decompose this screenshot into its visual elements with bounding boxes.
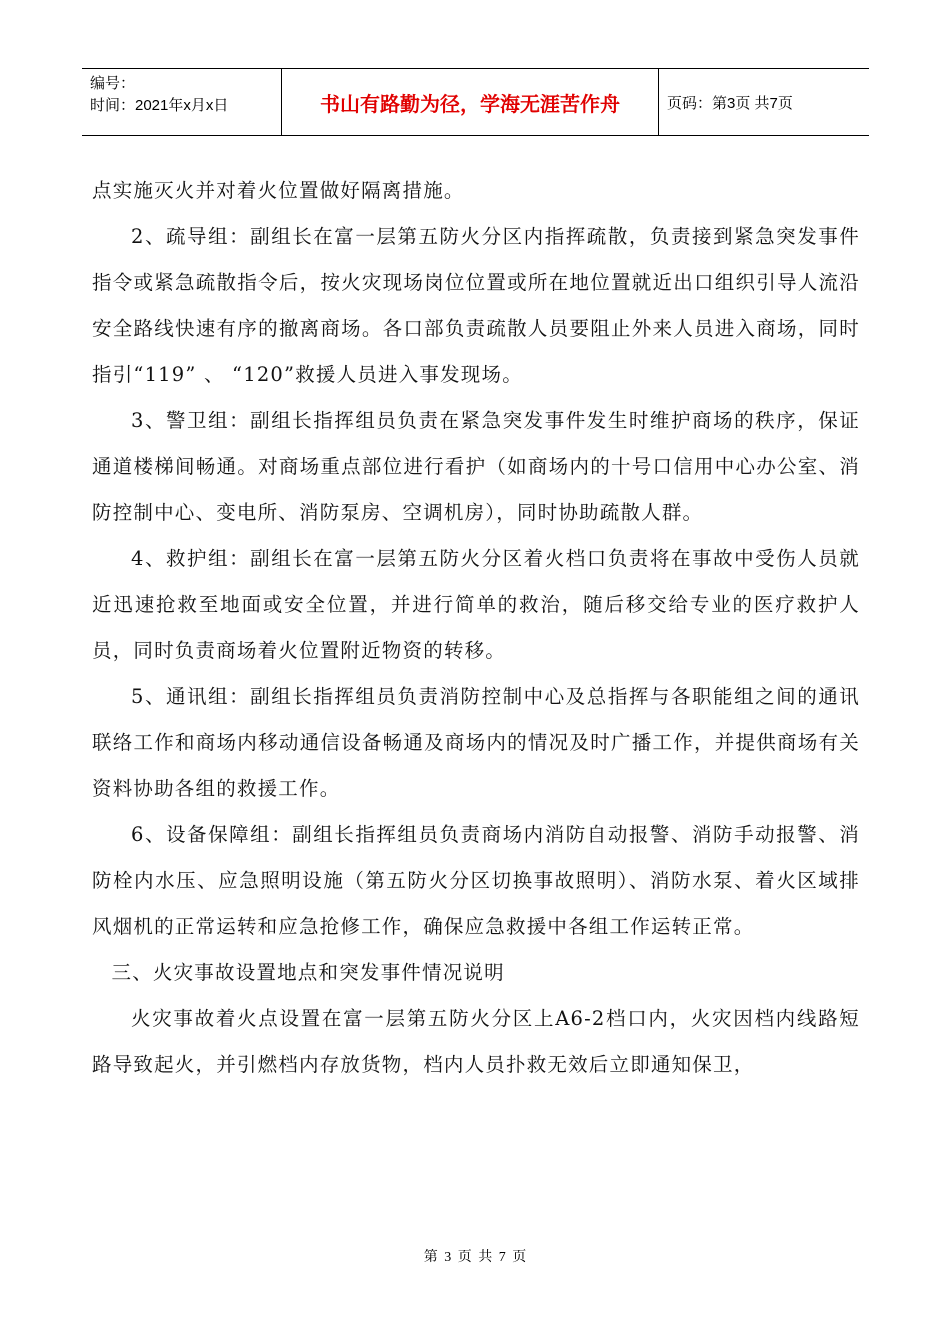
paragraph-fire-incident: 火灾事故着火点设置在富一层第五防火分区上A6-2档口内，火灾因档内线路短路导致起火，并引燃档内存放货物，档内人员扑救无效后立即通知保卫， xyxy=(92,1007,860,1076)
section-heading-fire-incident: 三、火灾事故设置地点和突发事件情况说明 xyxy=(111,961,505,984)
page-footer: 第 3 页 共 7 页 xyxy=(423,1250,527,1265)
document-time-label: 时间：2021年x月x日 xyxy=(90,97,229,114)
header-meta xyxy=(82,69,282,135)
paragraph-guidance-group: 2、疏导组：副组长在富一层第五防火分区内指挥疏散，负责接到紧急突发事件指令或紧急疏散指令后，按火灾现场岗位位置或所在地位置就近出口组织引导人流沿安全路线快速有序的撤离商场。各口部负责疏散人员要阻止外来人员进入商场，同时指引“119” 、 “120”救援人员进入事发现场。 xyxy=(92,225,860,386)
document-body xyxy=(92,168,860,1088)
document-header xyxy=(82,68,869,136)
paragraph-equipment-group: 6、设备保障组：副组长指挥组员负责商场内消防自动报警、消防手动报警、消防栓内水压、应急照明设施（第五防火分区切换事故照明）、消防水泵、着火区域排风烟机的正常运转和应急抢修工作，确保应急救援中各组工作运转正常。 xyxy=(92,823,860,938)
paragraph-security-group: 3、警卫组：副组长指挥组员负责在紧急突发事件发生时维护商场的秩序，保证通道楼梯间畅通。对商场重点部位进行看护（如商场内的十号口信用中心办公室、消防控制中心、变电所、消防泵房、空调机房），同时协助疏散人群。 xyxy=(92,409,860,524)
header-page-number: 页码：第3页 共7页 xyxy=(667,94,793,112)
document-number-label: 编号： xyxy=(90,75,136,92)
header-motto: 书山有路勤为径，学海无涯苦作舟 xyxy=(282,69,659,135)
paragraph-continuation: 点实施灭火并对着火位置做好隔离措施。 xyxy=(92,179,465,202)
paragraph-communication-group: 5、通讯组：副组长指挥组员负责消防控制中心及总指挥与各职能组之间的通讯联络工作和商场内移动通信设备畅通及商场内的情况及时广播工作，并提供商场有关资料协助各组的救援工作。 xyxy=(92,685,860,800)
paragraph-rescue-group: 4、救护组：副组长在富一层第五防火分区着火档口负责将在事故中受伤人员就近迅速抢救至地面或安全位置，并进行简单的救治，随后移交给专业的医疗救护人员，同时负责商场着火位置附近物资的转移。 xyxy=(92,547,860,662)
